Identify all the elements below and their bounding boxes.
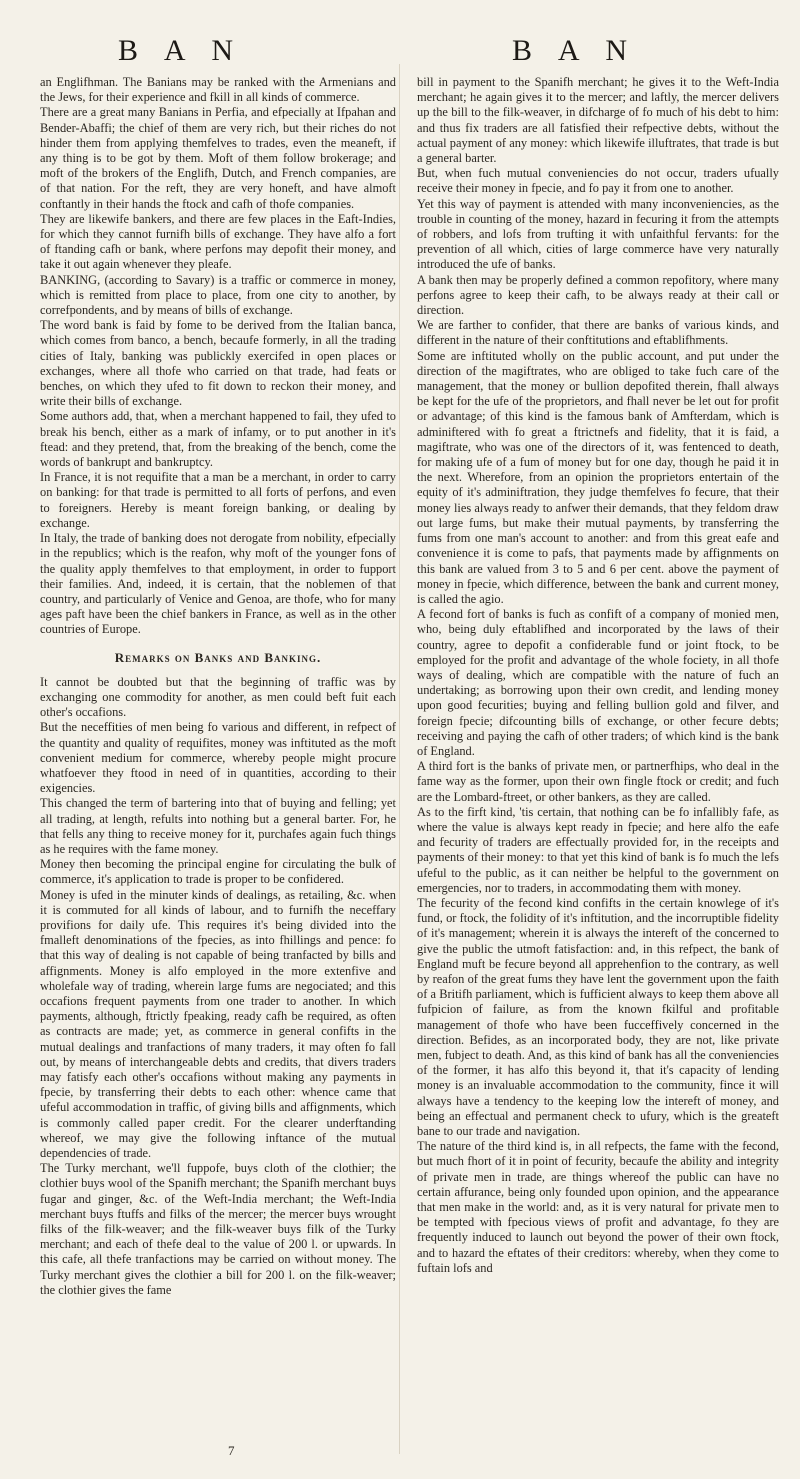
paragraph: But the neceffities of men being fo various and different, in refpect of the quantity and quality of requifites, money was inftituted as the moft convenient medium for commerce, whereby people might procure whatfoever they ftood in need of in quantities, according to their exigencies.: [40, 720, 396, 796]
left-column: [40, 75, 396, 1455]
paragraph: We are farther to confider, that there are banks of various kinds, and different in the nature of their conftitutions and eftablifhments.: [417, 318, 779, 348]
paragraph: As to the firft kind, 'tis certain, that nothing can be fo infallibly fafe, as where the value is always kept ready in fpecie; and here alfo the eafe and fecurity of traders are effectually provided for, in the receipts and payments of their money: to that yet this kind of bank is fo much the lefs ufeful to the public, as it can neither be helpful to the government on emergencies, nor to traders, in accommodating them with money.: [417, 804, 779, 895]
column-gutter: [399, 64, 400, 1454]
paragraph: The word bank is faid by fome to be derived from the Italian banca, which comes from banco, a bench, becaufe formerly, in all the trading cities of Italy, banking was publickly exercifed in open places or exchanges, where all thofe who carried on that trade, had feats or benches, on which they ufed to fit down to reckon their money, and write their bills of exchange.: [40, 318, 396, 409]
paragraph: It cannot be doubted but that the beginning of traffic was by exchanging one commodity for another, as men could beft fuit each other's occafions.: [40, 674, 396, 720]
paragraph: But, when fuch mutual conveniencies do not occur, traders ufually receive their money in fpecie, and fo pay it from one to another.: [417, 166, 779, 196]
paragraph: A fecond fort of banks is fuch as confift of a company of monied men, who, being duly eftablifhed and incorporated by the laws of their country, agree to depofit a confiderable fund or joint ftock, to be employed for the profit and advantage of the whole fociety, in all thofe ways of dealing, which are compatible with the nature of fuch an undertaking; as borrowing upon their own credit, and lending money upon good fecurities; buying and felling bullion gold and filver, and foreign fpecie; difcounting bills of exchange, or other fecure debts; receiving and paying the cafh of other traders; of which kind is the bank of England.: [417, 607, 779, 758]
paragraph: BANKING, (according to Savary) is a traffic or commerce in money, which is remitted from place to place, from one city to another, by correfpondents, and by means of bills of exchange.: [40, 272, 396, 318]
paragraph: They are likewife bankers, and there are few places in the Eaft-Indies, for which they cannot furnifh bills of exchange. They have alfo a fort of ftanding cafh or bank, where perfons may depofit their money, and take it out again whenever they pleafe.: [40, 211, 396, 272]
paragraph: Some authors add, that, when a merchant happened to fail, they ufed to break his bench, either as a mark of infamy, or to put another in it's ftead: and they pretend, that, from the breaking of the bench, come the words of bankrupt and bankruptcy.: [40, 409, 396, 470]
running-head-left: B A N: [118, 34, 244, 67]
section-heading: Remarks on Banks and Banking.: [114, 649, 322, 665]
page-number: 7: [228, 1443, 235, 1458]
paragraph: A third fort is the banks of private men, or partnerfhips, who deal in the fame way as the former, upon their own fingle ftock or credit; and fuch are the Lombard-ftreet, or other bankers, as they are called.: [417, 759, 779, 804]
paragraph: In Italy, the trade of banking does not derogate from nobility, efpecially in the republics; which is the reafon, why moft of the younger fons of the quality apply themfelves to that employment, in order to fupport their families. And, indeed, it is certain, that the noblemen of that country, and particularly of Venice and Genoa, are thofe, who for many ages paft have been the chief bankers in France, as well as in the other countries of Europe.: [40, 531, 396, 637]
paragraph: The nature of the third kind is, in all refpects, the fame with the fecond, but much fhort of it in point of fecurity, becaufe the ability and integrity of private men in trade, are things whereof the public can have no certain affurance, being only founded upon opinion, and the appearance that men make in the world: and, as it is very natural for private men to be tempted with fpecious views of profit and advantage, fo they are frequently induced to launch out beyond the power of their own ftock, and to hazard the eftates of their creditors: whereby, when they come to fuftain lofs and: [417, 1139, 779, 1275]
running-head-right: B A N: [512, 34, 638, 67]
paragraph: The Turky merchant, we'll fuppofe, buys cloth of the clothier; the clothier buys wool of the Spanifh merchant; the Spanifh merchant buys fugar and ginger, &c. of the Weft-India merchant; the Weft-India merchant buys ftuffs and filks of the mercer; the mercer buys wrought filks of the filk-weaver; and the filk-weaver buys filk of the Turky merchant; and each of thefe deal to the value of 200 l. or upwards. In this cafe, all thefe tranfactions may be carried on without money. The Turky merchant gives the clothier a bill for 200 l. on the filk-weaver; the clothier gives the fame: [40, 1161, 396, 1297]
paragraph: Yet this way of payment is attended with many inconveniencies, as the trouble in counting of the money, hazard in fecuring it from the attempts of robbers, and lofs from trufting it with unfaithful fervants: for the prevention of all which, cities of large commerce have very naturally introduced the ufe of banks.: [417, 196, 779, 272]
paragraph: This changed the term of bartering into that of buying and felling; yet all trading, at length, refults into nothing but a general barter. For, he that fells any thing to receive money for it, purchafes again fuch things as he requires with the fame money.: [40, 796, 396, 856]
paragraph: Money then becoming the principal engine for circulating the bulk of commerce, it's application to trade is proper to be confidered.: [40, 857, 396, 887]
paragraph: Money is ufed in the minuter kinds of dealings, as retailing, &c. when it is commuted for all kinds of labour, and to furnifh the neceffary provifions for daily ufe. This requires it's being divided into the fmalleft denominations of the fpecies, as into fhillings and pence: fo that this way of dealing is not capable of being tranfacted by bills and affignments. Money is alfo employed in the more extenfive and wholefale way of trading, wherein large fums are negociated; and this occafions frequent payments from one trader to another. In which payments, although, ftrictly fpeaking, ready cafh be required, as often as contracts are made; yet, as commerce in general confifts in the mutual dealings and tranfactions of many traders, it may often fo fall out, by means of interchangeable debts and credits, that divers traders may fatisfy each other's occafions without making any payments in fpecie, by transferring their debts to each other: whence came that ufeful accommodation in traffic, of giving bills and affignments, which is commonly called paper credit. For the clearer underftanding whereof, we may give the following inftance of the mutual dependencies of trade.: [40, 887, 396, 1161]
paragraph: The fecurity of the fecond kind confifts in the certain knowlege of it's fund, or ftock, the folidity of it's inftitution, and the incorruptible fidelity of it's management; wherein it is always the intereft of the concerned to give the public the utmoft fatisfaction: and, in this refpect, the bank of England muft be fecure beyond all apprehenfion to the contrary, as well by reafon of the great fums they have lent the government upon the faith of a Britifh parliament, which is fufficient always to keep them above all fufpicion of failure, as from the known fkilful and profitable management of thofe who have been fucceffively concerned in the direction. Befides, as an incorporated body, they are not, like private men, fubject to death. And, as this kind of bank has all the conveniencies of the former, it has alfo this beyond it, that it's capacity of lending money is an invaluable accommodation to the community, fince it will always have a tendency to the keeping low the intereft of money, and being an effectual and permanent check to ufury, which is the greateft bane to our trade and navigation.: [417, 895, 779, 1139]
paragraph: A bank then may be properly defined a common repofitory, where many perfons agree to keep their cafh, to be always ready at their call or direction.: [417, 272, 779, 318]
paragraph: Some are inftituted wholly on the public account, and put under the direction of the magiftrates, who are obliged to take fuch care of the management, that the money or bullion depofited therein, fhall always be kept for the ufe of the proprietors, and fhall never be let out for profit or advantage; of this kind is the famous bank of Amfterdam, which is adminiftered with fo great a ftrictnefs and fidelity, that it is faid, a magiftrate, who was one of the directors of it, was fentenced to death, for making ufe of a fum of money but for one day, though he paid it in the next. Wherefore, from an opinion the proprietors entertain of the equity of it's adminiftration, they judge themfelves fo fecure, that their money lies always ready to anfwer their demands, that they feldom draw out large fums, but make their mutual payments, by transferring the fums from one man's account to another: and from this great eafe and convenience it is come to pafs, that payments made by affignments on this bank are valued from 3 to 5 and 6 per cent. above the payment of money in fpecie, which difference, between the bank and current money, is called the agio.: [417, 348, 779, 606]
paragraph: bill in payment to the Spanifh merchant; he gives it to the Weft-India merchant; he again gives it to the mercer; and laftly, the mercer delivers up the bill to the filk-weaver, in difcharge of fo much of his debt to him: and thus fix traders are all fatisfied their refpective debts, without the actual payment of any money: which likewife illuftrates, that trade is but a general barter.: [417, 75, 779, 166]
right-column: [417, 75, 779, 1455]
paragraph: In France, it is not requifite that a man be a merchant, in order to carry on banking: for that trade is permitted to all forts of perfons, and even to foreigners. Hereby is meant foreign banking, or dealing by exchange.: [40, 470, 396, 530]
paragraph: an Englifhman. The Banians may be ranked with the Armenians and the Jews, for their experience and fkill in all kinds of commerce.: [40, 75, 396, 105]
paragraph: There are a great many Banians in Perfia, and efpecially at Ifpahan and Bender-Abaffi; the chief of them are very rich, but their riches do not hinder them from applying themfelves to trades, even the meaneft, if any thing is to be got by them. Moft of them follow brokerage; and moft of the brokers of the Englifh, Dutch, and French companies, are of that nation. For the reft, they are very honeft, and have almoft conftantly in their hands the ftock and cafh of thofe companies.: [40, 105, 396, 211]
